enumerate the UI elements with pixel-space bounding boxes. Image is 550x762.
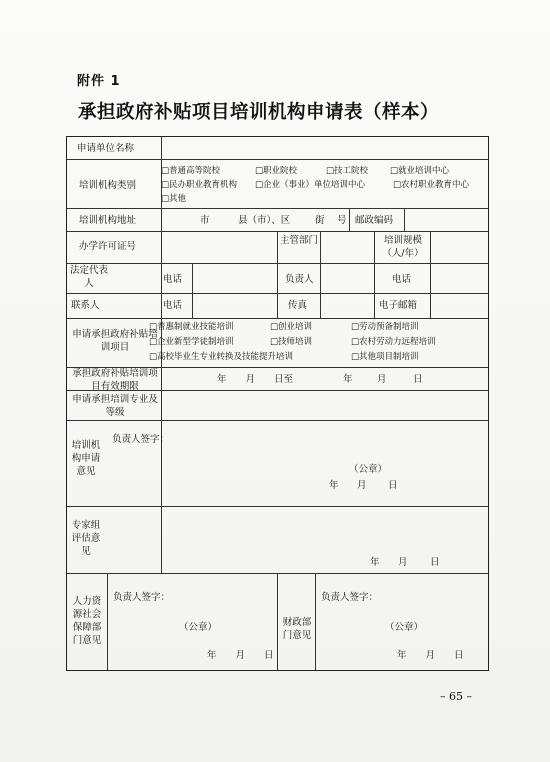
checkbox-option[interactable]: □职业院校 <box>255 166 298 176</box>
checkbox-option[interactable]: □就业培训中心 <box>390 166 450 176</box>
checkbox-option[interactable]: □企业（事业）单位培训中心 <box>255 180 366 190</box>
address-county: 县（市）、区 <box>238 215 291 226</box>
checkbox-option[interactable]: □民办职业教育机构 <box>161 180 238 190</box>
validity-to-month: 月 <box>377 374 387 385</box>
column-divider <box>320 263 321 318</box>
finance-date: 年 月 日 <box>397 650 464 661</box>
checkbox-option[interactable]: □农村劳动力远程培训 <box>351 337 436 347</box>
page-number: – 65 – <box>440 690 472 703</box>
checkbox-option[interactable]: □其他 <box>161 194 187 204</box>
column-divider <box>430 263 431 318</box>
org-date-day: 日 <box>388 480 398 491</box>
column-divider <box>374 231 375 263</box>
column-divider <box>430 231 431 263</box>
validity-to-day: 日 <box>413 374 423 385</box>
applicant-unit-label: 申请单位名称 <box>77 143 135 154</box>
expert-date-day: 日 <box>430 557 440 568</box>
expert-date-month: 月 <box>398 557 408 568</box>
column-divider <box>315 573 316 670</box>
majors-label: 申请承担培训专业及等级 <box>72 394 158 418</box>
address-label: 培训机构地址 <box>79 215 137 226</box>
org-type-label: 培训机构类别 <box>79 180 137 191</box>
hr-signature-label: 负责人签字： <box>113 592 171 603</box>
row-divider <box>67 159 488 160</box>
checkbox-option[interactable]: □技工院校 <box>326 166 369 176</box>
expert-date-year: 年 <box>370 557 380 568</box>
contact-phone-label: 电话 <box>163 300 183 311</box>
checkbox-option[interactable]: □劳动预备制培训 <box>351 322 419 332</box>
org-signature-label: 负责人签字： <box>112 434 170 445</box>
checkbox-option[interactable]: □农村职业教育中心 <box>393 180 470 190</box>
legal-rep-label: 法定代表人 <box>69 265 108 289</box>
validity-from: 年 月 日至 <box>217 374 294 385</box>
expert-opinion-label: 专家组评估意见 <box>71 520 101 557</box>
hr-date: 年 月 日 <box>207 650 274 661</box>
fax-label: 传真 <box>288 300 308 311</box>
column-divider <box>192 263 193 318</box>
finance-signature-label: 负责人签字： <box>321 592 379 603</box>
column-divider <box>277 231 278 263</box>
checkbox-option[interactable]: □普通高等院校 <box>161 166 221 176</box>
authority-label: 主管部门 <box>279 235 318 246</box>
column-divider <box>107 573 108 670</box>
legal-rep-phone-label-2: 电话 <box>392 274 412 285</box>
checkbox-option[interactable]: □普惠制就业技能培训 <box>149 322 234 332</box>
address-number: 号 <box>337 215 347 226</box>
finance-seal: （公章） <box>385 622 424 633</box>
checkbox-option[interactable]: □其他项目制培训 <box>351 352 419 362</box>
projects-label: 申请承担政府补贴培训项目 <box>72 329 158 353</box>
row-divider <box>67 506 488 507</box>
row-divider <box>67 318 488 319</box>
page-title: 承担政府补贴项目培训机构申请表（样本） <box>78 102 440 123</box>
column-divider <box>277 573 278 670</box>
checkbox-option[interactable]: □高校毕业生专业转换及技能提升培训 <box>149 352 294 362</box>
checkbox-option[interactable]: □企业新型学徒制培训 <box>149 337 234 347</box>
org-seal: （公章） <box>349 464 388 475</box>
column-divider <box>277 263 278 318</box>
org-opinion-label: 培训机构申请意见 <box>71 440 101 477</box>
checkbox-option[interactable]: □创业培训 <box>270 322 313 332</box>
email-label: 电子邮箱 <box>379 300 418 311</box>
attachment-label: 附件 1 <box>77 74 121 89</box>
postcode-label: 邮政编码 <box>355 215 394 226</box>
validity-to-year: 年 <box>343 374 353 385</box>
hr-opinion-label: 人力资源社会保障部门意见 <box>72 596 102 646</box>
contact-label: 联系人 <box>71 300 100 311</box>
validity-label: 承担政府补贴培训项目有效期限 <box>72 368 158 392</box>
responsible-label: 负责人 <box>285 274 314 285</box>
license-label: 办学许可证号 <box>79 241 137 252</box>
column-divider <box>349 208 350 231</box>
column-divider <box>404 208 405 231</box>
scale-label: 培训规模（人/年） <box>382 235 424 259</box>
column-divider <box>374 263 375 318</box>
hr-seal: （公章） <box>179 622 218 633</box>
org-date-year: 年 <box>329 480 339 491</box>
legal-rep-phone-label: 电话 <box>163 274 183 285</box>
checkbox-option[interactable]: □技师培训 <box>270 337 313 347</box>
finance-opinion-label: 财政部门意见 <box>282 617 312 641</box>
column-divider <box>320 231 321 263</box>
address-street: 街 <box>315 215 325 226</box>
address-city: 市 <box>200 215 210 226</box>
application-form <box>66 136 489 671</box>
row-divider <box>67 208 488 209</box>
org-date-month: 月 <box>357 480 367 491</box>
row-divider <box>67 420 488 421</box>
